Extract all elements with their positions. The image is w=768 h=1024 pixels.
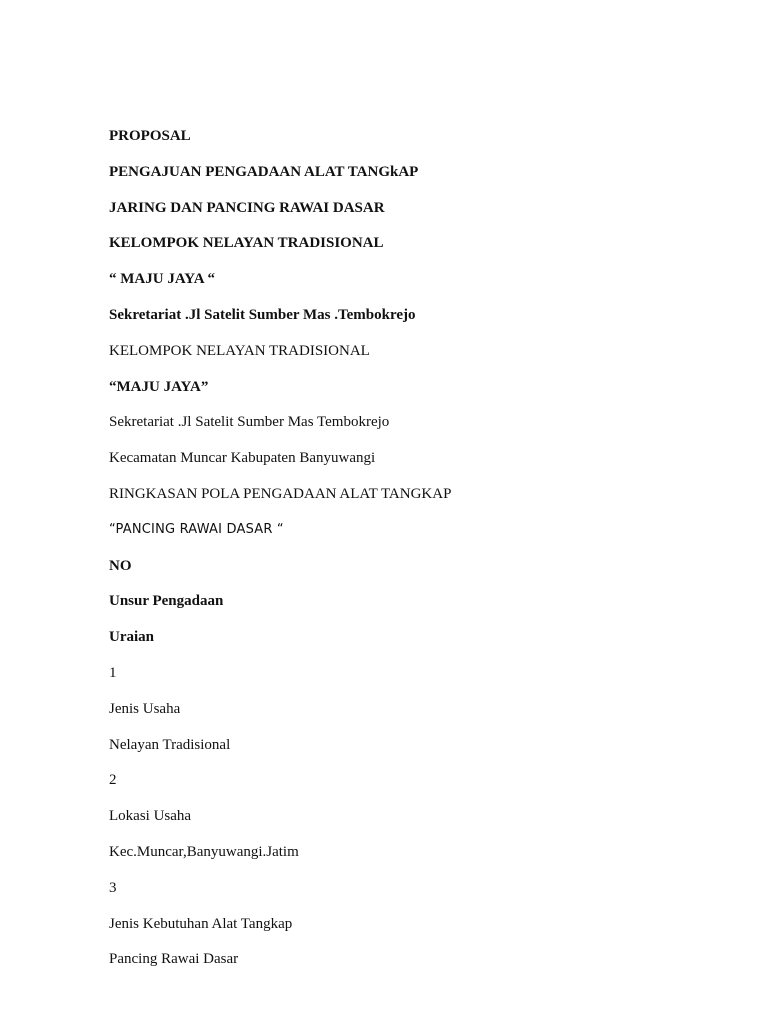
proposal-label: PROPOSAL xyxy=(109,128,191,144)
header-org: KELOMPOK NELAYAN TRADISIONAL xyxy=(109,342,370,359)
table-cell-unsur: Jenis Kebutuhan Alat Tangkap xyxy=(109,915,293,932)
table-header-unsur: Unsur Pengadaan xyxy=(109,593,224,610)
title-line-1: PENGAJUAN PENGADAAN ALAT TANGkAP xyxy=(109,163,419,180)
table-cell-uraian: Nelayan Tradisional xyxy=(109,736,231,753)
summary-subheading: “PANCING RAWAI DASAR “ xyxy=(109,521,284,537)
table-header-uraian: Uraian xyxy=(109,629,154,646)
table-cell-no: 1 xyxy=(109,664,117,681)
title-line-2: JARING DAN PANCING RAWAI DASAR xyxy=(109,199,385,216)
table-cell-no: 2 xyxy=(109,772,117,789)
header-address: Sekretariat .Jl Satelit Sumber Mas Tembokrejo xyxy=(109,414,390,431)
summary-heading: RINGKASAN POLA PENGADAAN ALAT TANGKAP xyxy=(109,485,452,502)
table-cell-uraian: Kec.Muncar,Banyuwangi.Jatim xyxy=(109,843,299,860)
table-cell-unsur: Jenis Usaha xyxy=(109,700,181,717)
title-address: Sekretariat .Jl Satelit Sumber Mas .Tembokrejo xyxy=(109,306,416,323)
title-line-3: KELOMPOK NELAYAN TRADISIONAL xyxy=(109,235,384,252)
header-district: Kecamatan Muncar Kabupaten Banyuwangi xyxy=(109,450,376,467)
document-page xyxy=(109,126,729,985)
header-group-name: “MAJU JAYA” xyxy=(109,378,209,395)
table-cell-no: 3 xyxy=(109,879,117,896)
table-header-no: NO xyxy=(109,557,132,574)
table-cell-unsur: Lokasi Usaha xyxy=(109,808,192,825)
title-group-name: “ MAJU JAYA “ xyxy=(109,271,215,288)
table-cell-uraian: Pancing Rawai Dasar xyxy=(109,951,239,968)
